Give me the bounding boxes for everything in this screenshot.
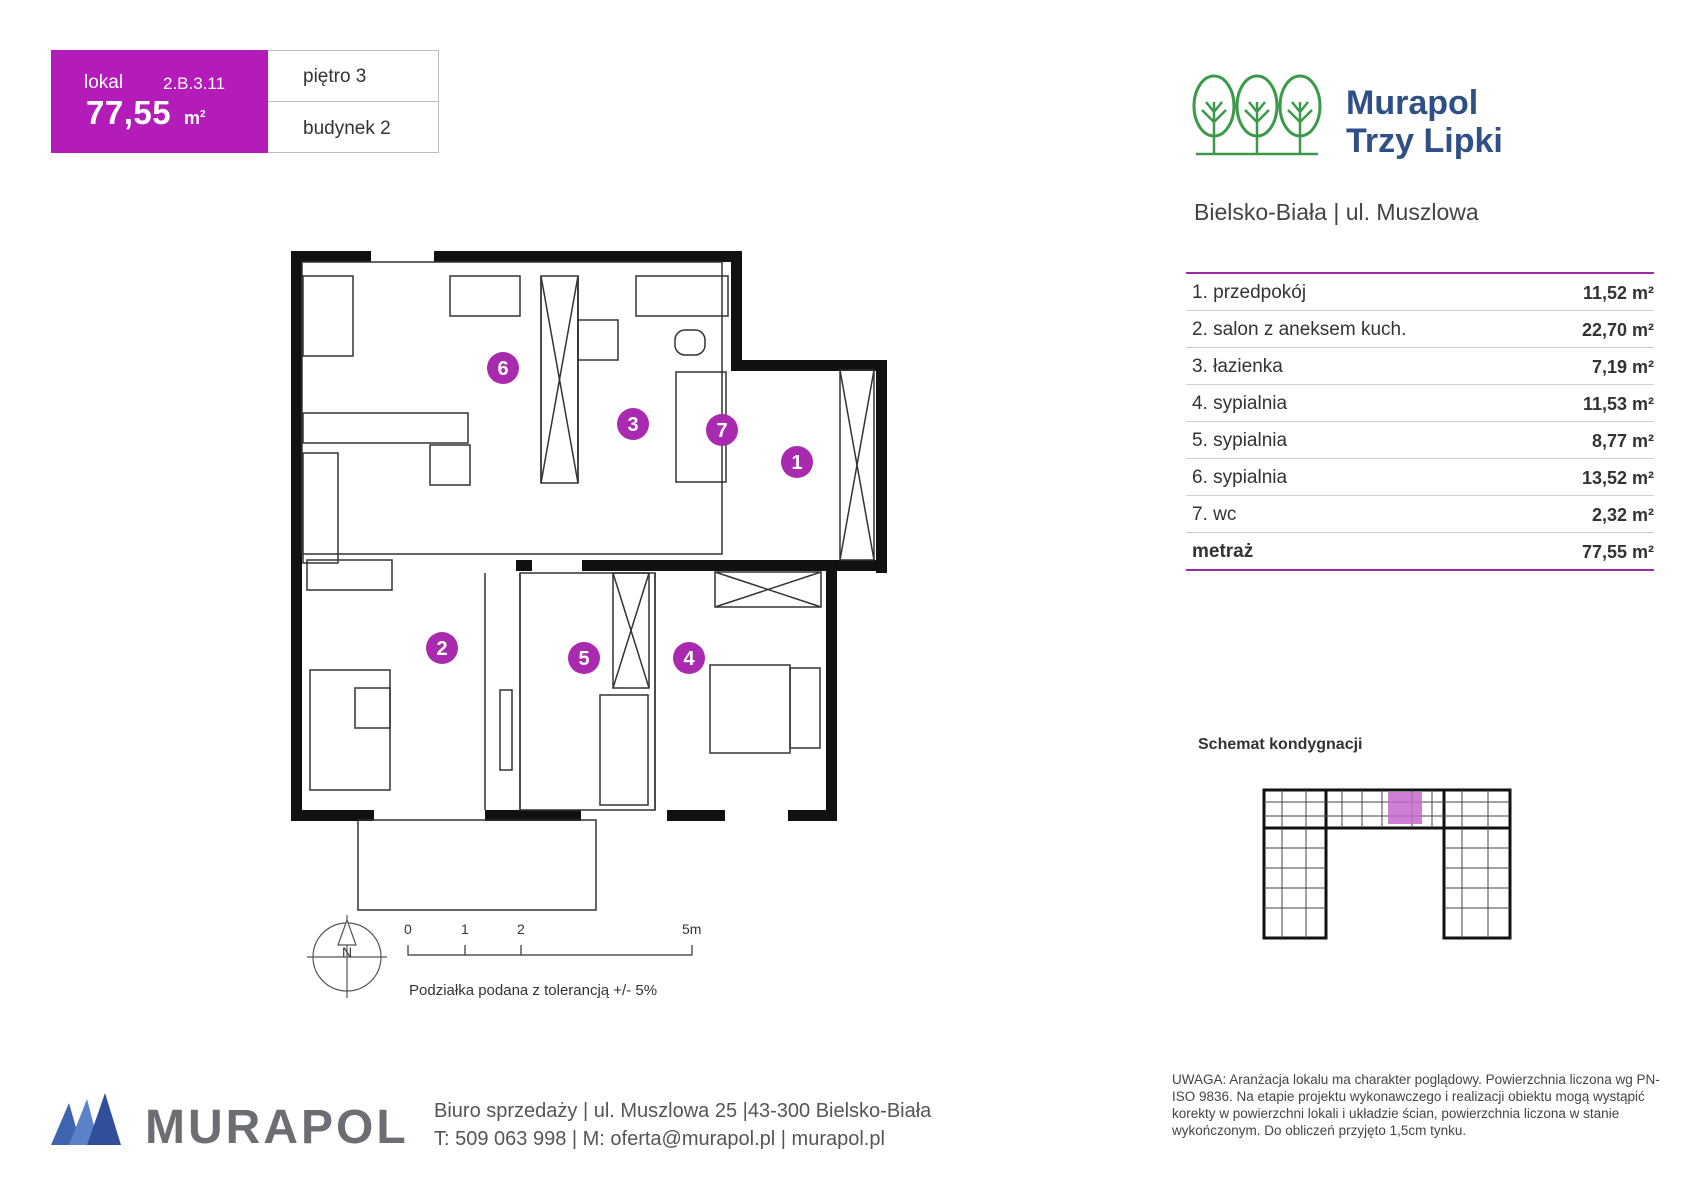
disclaimer-note: UWAGA: Aranżacja lokalu ma charakter poglądowy. Powierzchnia liczona wg PN-ISO 9836. Na etapie projektu wykonawczego i realizacji obiektu mogą wystąpić korekty w powierzchni lokali i układzie ścian, powierzchnia liczona w stanie wykończonym. Do obliczeń przyjęto 1,5cm tynku. — [1172, 1072, 1660, 1138]
office-address: Biuro sprzedaży | ul. Muszlowa 25 |43-300 Bielsko-Biała — [434, 1100, 932, 1122]
plan-walls — [291, 251, 887, 821]
table-row: 4. sypialnia 11,53 m² — [1186, 385, 1654, 422]
scale-tolerance-note: Podziałka podana z tolerancją +/- 5% — [409, 982, 658, 999]
table-row: 6. sypialnia 13,52 m² — [1186, 459, 1654, 496]
company-name: MURAPOL — [145, 1101, 409, 1154]
floor-label: piętro 3 — [303, 66, 367, 87]
scale-label: 0 — [404, 921, 412, 937]
north-label: N — [341, 944, 353, 960]
table-row: 5. sypialnia 8,77 m² — [1186, 422, 1654, 459]
table-row: 2. salon z aneksem kuch. 22,70 m² — [1186, 311, 1654, 348]
table-row: 1. przedpokój 11,52 m² — [1186, 274, 1654, 311]
floor-schema-diagram — [1262, 788, 1512, 940]
scale-bar — [408, 945, 692, 955]
murapol-logo-icon — [51, 1093, 121, 1145]
room-marker-label: 1 — [791, 452, 803, 474]
scale-label: 5m — [682, 921, 702, 937]
room-marker-label: 7 — [716, 420, 728, 442]
total-row: metraż 77,55 m² — [1186, 533, 1654, 571]
scale-label: 2 — [517, 921, 525, 937]
unit-code: 2.B.3.11 — [163, 74, 226, 93]
room-marker-label: 6 — [497, 358, 509, 380]
unit-area-unit: $m^2$ — [184, 108, 206, 128]
room-marker-label: 4 — [683, 648, 695, 670]
unit-area: 77,55 — [86, 94, 172, 131]
unit-label: lokal — [84, 72, 124, 93]
brand-name-line2: Trzy Lipki — [1346, 122, 1503, 160]
room-markers — [426, 352, 813, 674]
building-label: budynek 2 — [303, 118, 391, 139]
room-marker-label: 3 — [627, 414, 639, 436]
room-marker-label: 2 — [436, 638, 448, 660]
room-marker-label: 5 — [578, 648, 590, 670]
brand-name-line1: Murapol — [1346, 84, 1479, 122]
office-contact: T: 509 063 998 | M: oferta@murapol.pl | murapol.pl — [434, 1128, 885, 1150]
table-row: 3. łazienka 7,19 m² — [1186, 348, 1654, 385]
schema-title: Schemat kondygnacji — [1198, 736, 1363, 753]
scale-label: 1 — [461, 921, 469, 937]
brand-location: Bielsko-Biała | ul. Muszlowa — [1194, 199, 1479, 225]
table-row: 7. wc 2,32 m² — [1186, 496, 1654, 533]
